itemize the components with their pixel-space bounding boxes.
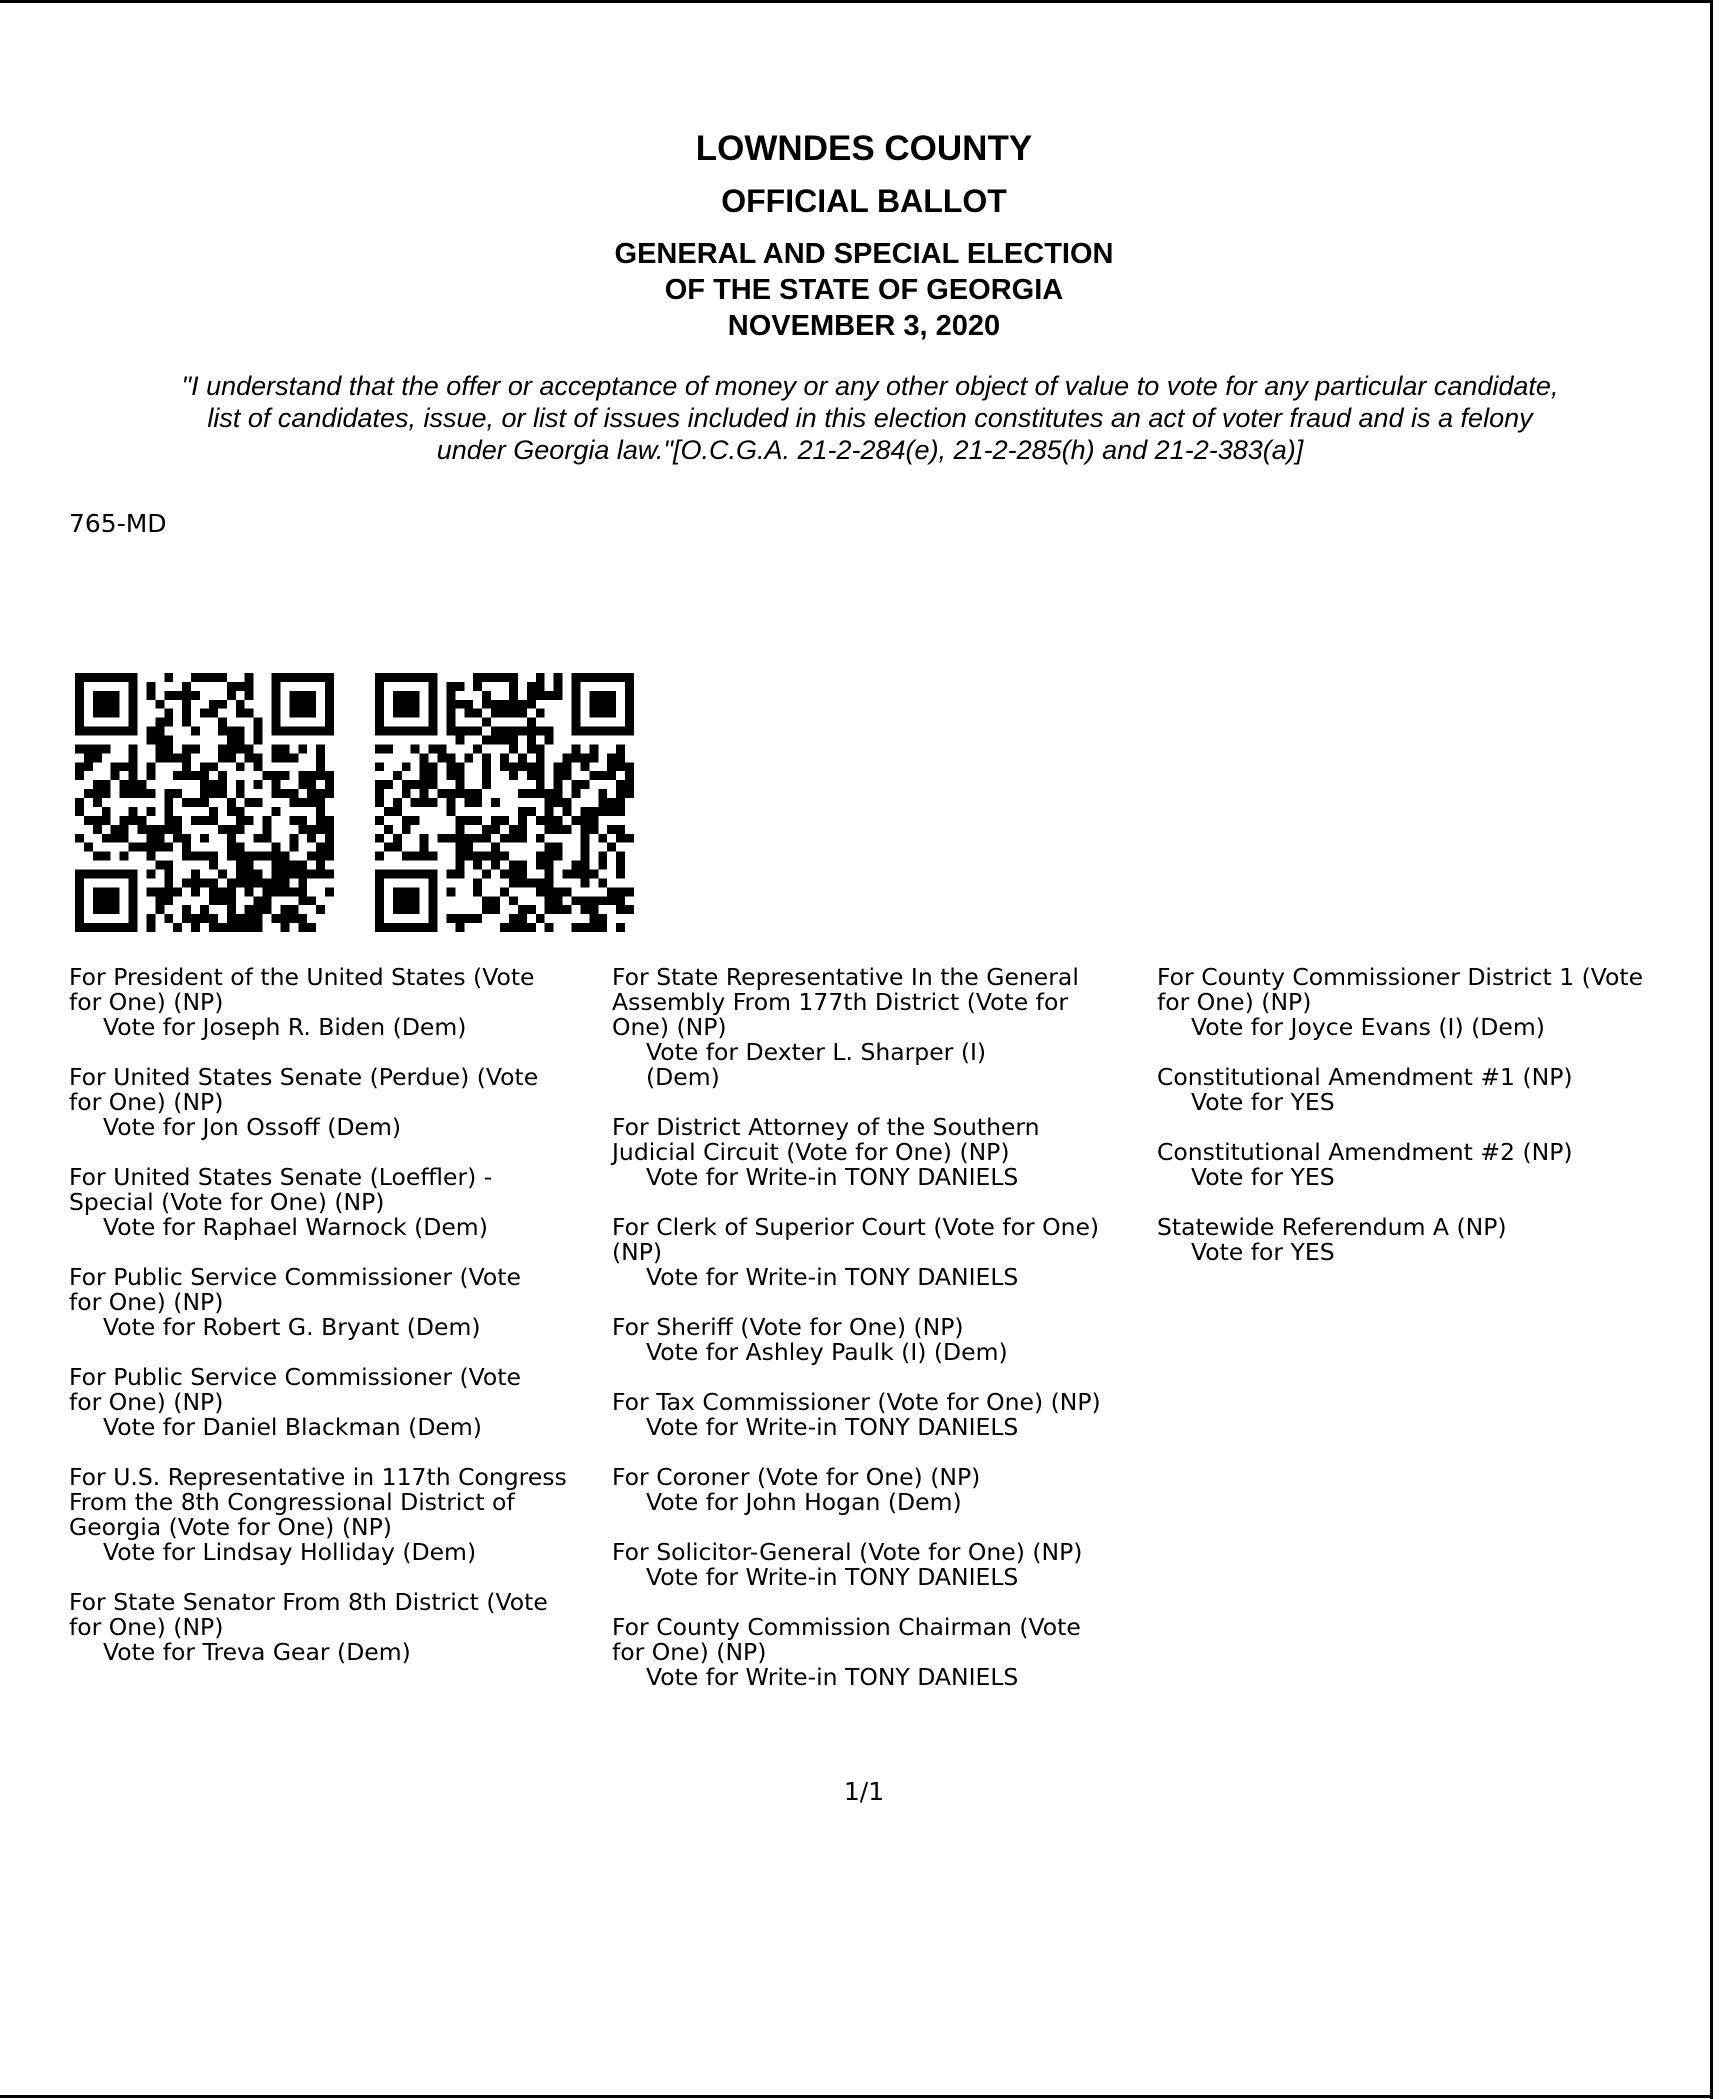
ballot-selection xyxy=(612,1615,1157,1690)
race-title: Statewide Referendum A (NP) xyxy=(1157,1213,1507,1241)
race-title: For United States Senate (Perdue) (Vote for One) (NP) xyxy=(69,1063,539,1116)
ballot-selection xyxy=(1157,1140,1677,1190)
voter-fraud-statement xyxy=(70,370,1670,466)
race-title: For District Attorney of the Southern Judicial Circuit (Vote for One) (NP) xyxy=(612,1113,1040,1166)
ballot-selection xyxy=(612,1315,1157,1365)
oath-line: under Georgia law."[O.C.G.A. 21-2-284(e), 21-2-285(h) and 21-2-383(a)] xyxy=(436,435,1304,465)
vote-choice: Vote for Write-in TONY DANIELS xyxy=(646,1413,1019,1441)
race-title: Constitutional Amendment #1 (NP) xyxy=(1157,1063,1573,1091)
ballot-selection xyxy=(69,1365,609,1440)
election-line-2: OF THE STATE OF GEORGIA xyxy=(664,274,1064,306)
ballot-selection xyxy=(612,1540,1157,1590)
vote-choice: Vote for Ashley Paulk (I) (Dem) xyxy=(646,1338,1008,1366)
ballot-selection xyxy=(612,1115,1157,1190)
vote-choice: Vote for Raphael Warnock (Dem) xyxy=(103,1213,488,1241)
qr-code-graphic xyxy=(368,673,641,932)
ballot-selection xyxy=(69,965,609,1040)
vote-choice: Vote for Write-in TONY DANIELS xyxy=(646,1263,1019,1291)
ballot-selection xyxy=(69,1265,609,1340)
ballot-selection xyxy=(612,965,1157,1090)
race-title: For Public Service Commissioner (Vote for One) (NP) xyxy=(69,1263,521,1316)
election-title xyxy=(0,236,1728,344)
vote-choice: Vote for Write-in TONY DANIELS xyxy=(646,1663,1019,1691)
ballot-selection xyxy=(612,1465,1157,1515)
ballot-column-3 xyxy=(1157,965,1677,1290)
qr-code-icon xyxy=(368,673,641,932)
ballot-style-id: 765-MD xyxy=(69,509,167,538)
vote-choice: Vote for Joseph R. Biden (Dem) xyxy=(103,1013,467,1041)
race-title: For Solicitor-General (Vote for One) (NP) xyxy=(612,1538,1083,1566)
election-date: NOVEMBER 3, 2020 xyxy=(727,310,1001,342)
race-title: For County Commission Chairman (Vote for One) (NP) xyxy=(612,1613,1081,1666)
vote-choice: Vote for Treva Gear (Dem) xyxy=(103,1638,411,1666)
vote-choice: Vote for YES xyxy=(1191,1238,1335,1266)
race-title: For Coroner (Vote for One) (NP) xyxy=(612,1463,981,1491)
ballot-column-2 xyxy=(612,965,1157,1715)
ballot-selection xyxy=(69,1165,609,1240)
vote-choice: Vote for Robert G. Bryant (Dem) xyxy=(103,1313,481,1341)
county-title: LOWNDES COUNTY xyxy=(695,129,1033,168)
race-title: For President of the United States (Vote for One) (NP) xyxy=(69,963,535,1016)
vote-choice: Vote for YES xyxy=(1191,1163,1335,1191)
ballot-header xyxy=(0,126,1728,344)
oath-line: "I understand that the offer or acceptance of money or any other object of value to vote for any particular candidate, xyxy=(181,371,1559,401)
vote-choice: Vote for Write-in TONY DANIELS xyxy=(646,1563,1019,1591)
ballot-selection xyxy=(1157,965,1677,1040)
page-border-bottom xyxy=(0,2095,1712,2098)
race-title: For Clerk of Superior Court (Vote for One) (NP) xyxy=(612,1213,1100,1266)
vote-choice: Vote for Joyce Evans (I) (Dem) xyxy=(1191,1013,1545,1041)
election-line-1: GENERAL AND SPECIAL ELECTION xyxy=(614,238,1114,270)
race-title: Constitutional Amendment #2 (NP) xyxy=(1157,1138,1573,1166)
vote-choice: Vote for Lindsay Holliday (Dem) xyxy=(103,1538,477,1566)
ballot-selection xyxy=(69,1065,609,1140)
vote-choice: Vote for Jon Ossoff (Dem) xyxy=(103,1113,402,1141)
ballot-selection xyxy=(1157,1215,1677,1265)
ballot-selection xyxy=(612,1390,1157,1440)
vote-choice: Vote for YES xyxy=(1191,1088,1335,1116)
vote-choice: Vote for John Hogan (Dem) xyxy=(646,1488,962,1516)
vote-choice: Vote for Dexter L. Sharper (I) (Dem) xyxy=(646,1038,987,1091)
race-title: For U.S. Representative in 117th Congress From the 8th Congressional District of Georgia (Vote for One) (NP) xyxy=(69,1463,567,1541)
race-title: For United States Senate (Loeffler) - Special (Vote for One) (NP) xyxy=(69,1163,493,1216)
race-title: For County Commissioner District 1 (Vote for One) (NP) xyxy=(1157,963,1644,1016)
page-number: 1/1 xyxy=(843,1777,885,1806)
ballot-selection xyxy=(612,1215,1157,1290)
race-title: For Tax Commissioner (Vote for One) (NP) xyxy=(612,1388,1101,1416)
ballot-title: OFFICIAL BALLOT xyxy=(721,183,1007,219)
race-title: For State Representative In the General Assembly From 177th District (Vote for One) (NP) xyxy=(612,963,1079,1041)
race-title: For State Senator From 8th District (Vote for One) (NP) xyxy=(69,1588,548,1641)
vote-choice: Vote for Write-in TONY DANIELS xyxy=(646,1163,1019,1191)
ballot-selection xyxy=(69,1590,609,1665)
race-title: For Sheriff (Vote for One) (NP) xyxy=(612,1313,964,1341)
ballot-column-1 xyxy=(69,965,609,1690)
race-title: For Public Service Commissioner (Vote for One) (NP) xyxy=(69,1363,521,1416)
qr-code-graphic xyxy=(68,673,341,932)
page-border-top xyxy=(0,0,1712,3)
vote-choice: Vote for Daniel Blackman (Dem) xyxy=(103,1413,482,1441)
ballot-selection xyxy=(1157,1065,1677,1115)
qr-code-icon xyxy=(68,673,341,932)
ballot-selection xyxy=(69,1465,609,1565)
oath-line: list of candidates, issue, or list of issues included in this election constitutes an act of voter fraud and is a felony xyxy=(207,403,1533,433)
